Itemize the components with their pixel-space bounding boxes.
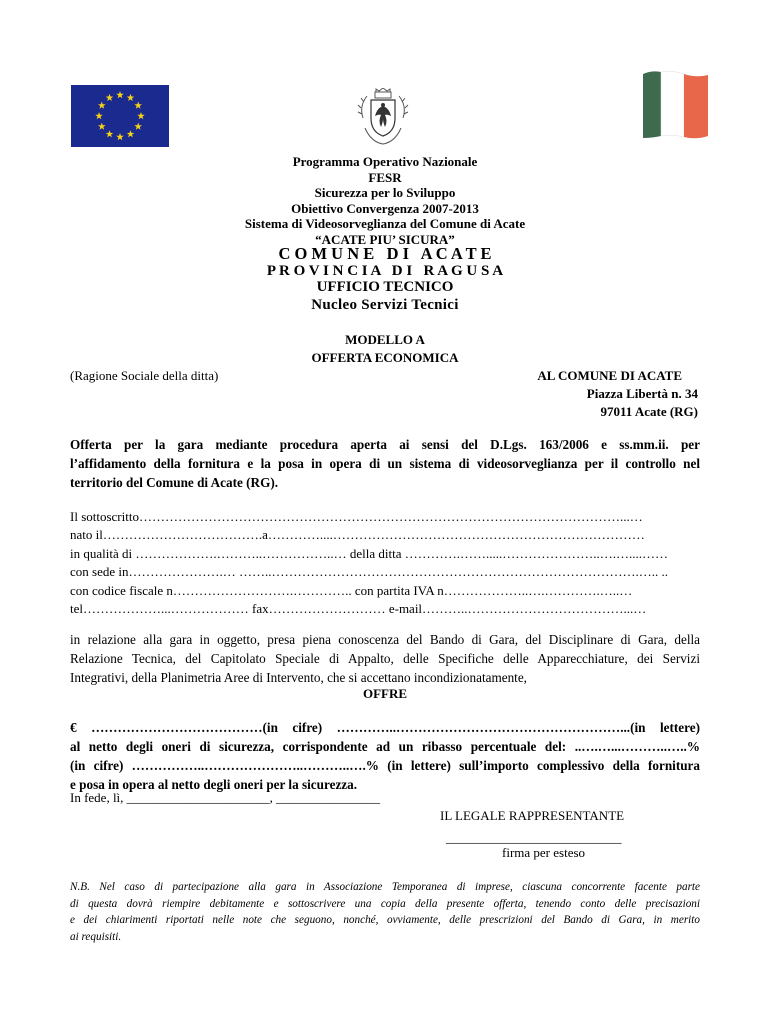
- coat-of-arms-icon: [355, 88, 411, 148]
- offerta-cifre-line[interactable]: (in cifre) ……………..…………………..………..….% (in lettere) sull’importo complessivo della fornitura: [70, 758, 700, 773]
- recipient-line-cap: 97011 Acate (RG): [600, 404, 698, 419]
- eu-star-icon: [116, 133, 124, 140]
- in-fede-field[interactable]: In fede, lì, ______________________, ________________: [70, 790, 381, 805]
- qualita-field[interactable]: in qualità di ……………….………..……………..… della ditta ………….…….....…………………..….…....……: [70, 546, 668, 561]
- eu-stars-icon: [71, 85, 169, 147]
- nato-field[interactable]: nato il……………………………….a…………....………………………………………………………………: [70, 527, 645, 542]
- italian-flag-icon: [638, 68, 714, 140]
- recipient-line-piazza: Piazza Libertà n. 34: [586, 386, 698, 401]
- eu-star-icon: [106, 94, 114, 101]
- offerta-paragraph: [70, 718, 700, 794]
- modello-title: MODELLO A: [345, 332, 425, 347]
- header-line-programma: Programma Operativo Nazionale: [292, 154, 478, 169]
- sede-field[interactable]: con sede in………………….… ……..………………………………………………………………………….….. ..: [70, 564, 668, 579]
- relazione-paragraph: [70, 630, 700, 687]
- oggetto-line: territorio del Comune di Acate (RG).: [70, 475, 279, 490]
- ragione-sociale-label: (Ragione Sociale della ditta): [70, 368, 219, 383]
- header-line-fesr: FESR: [368, 169, 402, 185]
- programme-header: [0, 154, 770, 247]
- oggetto-line: l’affidamento della fornitura e la posa in opera di un sistema di videosorveglianza per il controllo nel: [70, 456, 700, 471]
- oggetto-paragraph: [70, 435, 700, 492]
- codice-fiscale-field[interactable]: con codice fiscale n……………………….………….. con partita IVA n………………..….………….…..…: [70, 583, 633, 598]
- nb-line: ai requisiti.: [70, 930, 122, 943]
- oggetto-line: Offerta per la gara mediante procedura aperta ai sensi del D.Lgs. 163/2006 e ss.mm.ii. per: [70, 437, 700, 452]
- eu-star-icon: [134, 123, 142, 130]
- offre-heading: OFFRE: [362, 686, 408, 701]
- sottoscritto-field[interactable]: Il sottoscritto…………………………………………………………………………………………………...…: [70, 509, 643, 524]
- nb-line: N.B. Nel caso di partecipazione alla gara in Associazione Temporanea di imprese, ciascuna concorrente facente parte: [70, 881, 700, 893]
- eu-flag-logo: [71, 85, 169, 147]
- relazione-line: Integrativi, della Planimetria Aree di Intervento, che si accettano incondizionatamente,: [70, 670, 527, 685]
- eu-star-icon: [106, 130, 114, 137]
- relazione-line: in relazione alla gara in oggetto, presa piena conoscenza del Bando di Gara, del Disciplinare di Gara, della: [70, 632, 700, 647]
- nb-line: di questa dovrà riempire debitamente e sottoscrivere una copia della presente offerta, tenendo conto delle precisazioni: [70, 897, 700, 910]
- nb-line: e dei chiarimenti riportati nelle note che seguono, nonché, ovviamente, delle prescrizioni del Bando di Gara, in merito: [70, 914, 700, 927]
- nucleo-title: Nucleo Servizi Tecnici: [311, 297, 459, 313]
- offerta-posa-line: e posa in opera al netto degli oneri per la sicurezza.: [70, 777, 358, 792]
- header-line-sicurezza: Sicurezza per lo Sviluppo: [314, 185, 456, 200]
- recipient-line-comune: AL COMUNE DI ACATE: [537, 368, 682, 383]
- eu-star-icon: [98, 102, 106, 109]
- contatti-field[interactable]: tel………………...……………… fax……………………… e-mail………..………………………………...…: [70, 601, 647, 616]
- eu-star-icon: [95, 112, 103, 119]
- offerta-ribasso-line[interactable]: al netto degli oneri di sicurezza, corrispondente ad un ribasso percentuale del: ..….…...………..…..%: [70, 739, 700, 754]
- eu-star-icon: [116, 91, 124, 98]
- eu-star-icon: [98, 123, 106, 130]
- eu-star-icon: [127, 130, 135, 137]
- header-line-acate: “ACATE PIU’ SICURA”: [315, 231, 455, 247]
- offerta-economica-title: OFFERTA ECONOMICA: [311, 350, 459, 365]
- coat-of-arms-logo: [355, 88, 411, 148]
- provincia-title: P R O V I N C I A D I R A G U S A: [266, 263, 504, 279]
- eu-star-icon: [127, 94, 135, 101]
- eu-star-icon: [134, 102, 142, 109]
- ufficio-title: UFFICIO TECNICO: [316, 279, 454, 295]
- eu-star-icon: [137, 112, 145, 119]
- header-line-sistema: Sistema di Videosorveglianza del Comune di Acate: [244, 216, 526, 231]
- firma-line[interactable]: ___________________________: [446, 830, 622, 845]
- recipient-address: [537, 367, 698, 421]
- offerta-importo-field[interactable]: € …………………………………(in cifre) …………..……………………………………………...(in lettere): [70, 720, 700, 735]
- comune-title: C O M U N E D I A C A T E: [278, 244, 492, 263]
- italian-flag-logo: [638, 68, 714, 140]
- firma-label: firma per esteso: [502, 845, 586, 860]
- relazione-line: Relazione Tecnica, del Capitolato Speciale di Appalto, delle Specifiche delle Apparecchiature, dei Servizi: [70, 651, 700, 666]
- header-line-obiettivo: Obiettivo Convergenza 2007-2013: [291, 200, 479, 216]
- modello-a: [0, 331, 770, 367]
- nb-note: [70, 879, 700, 945]
- legale-rappresentante-label: IL LEGALE RAPPRESENTANTE: [440, 808, 625, 823]
